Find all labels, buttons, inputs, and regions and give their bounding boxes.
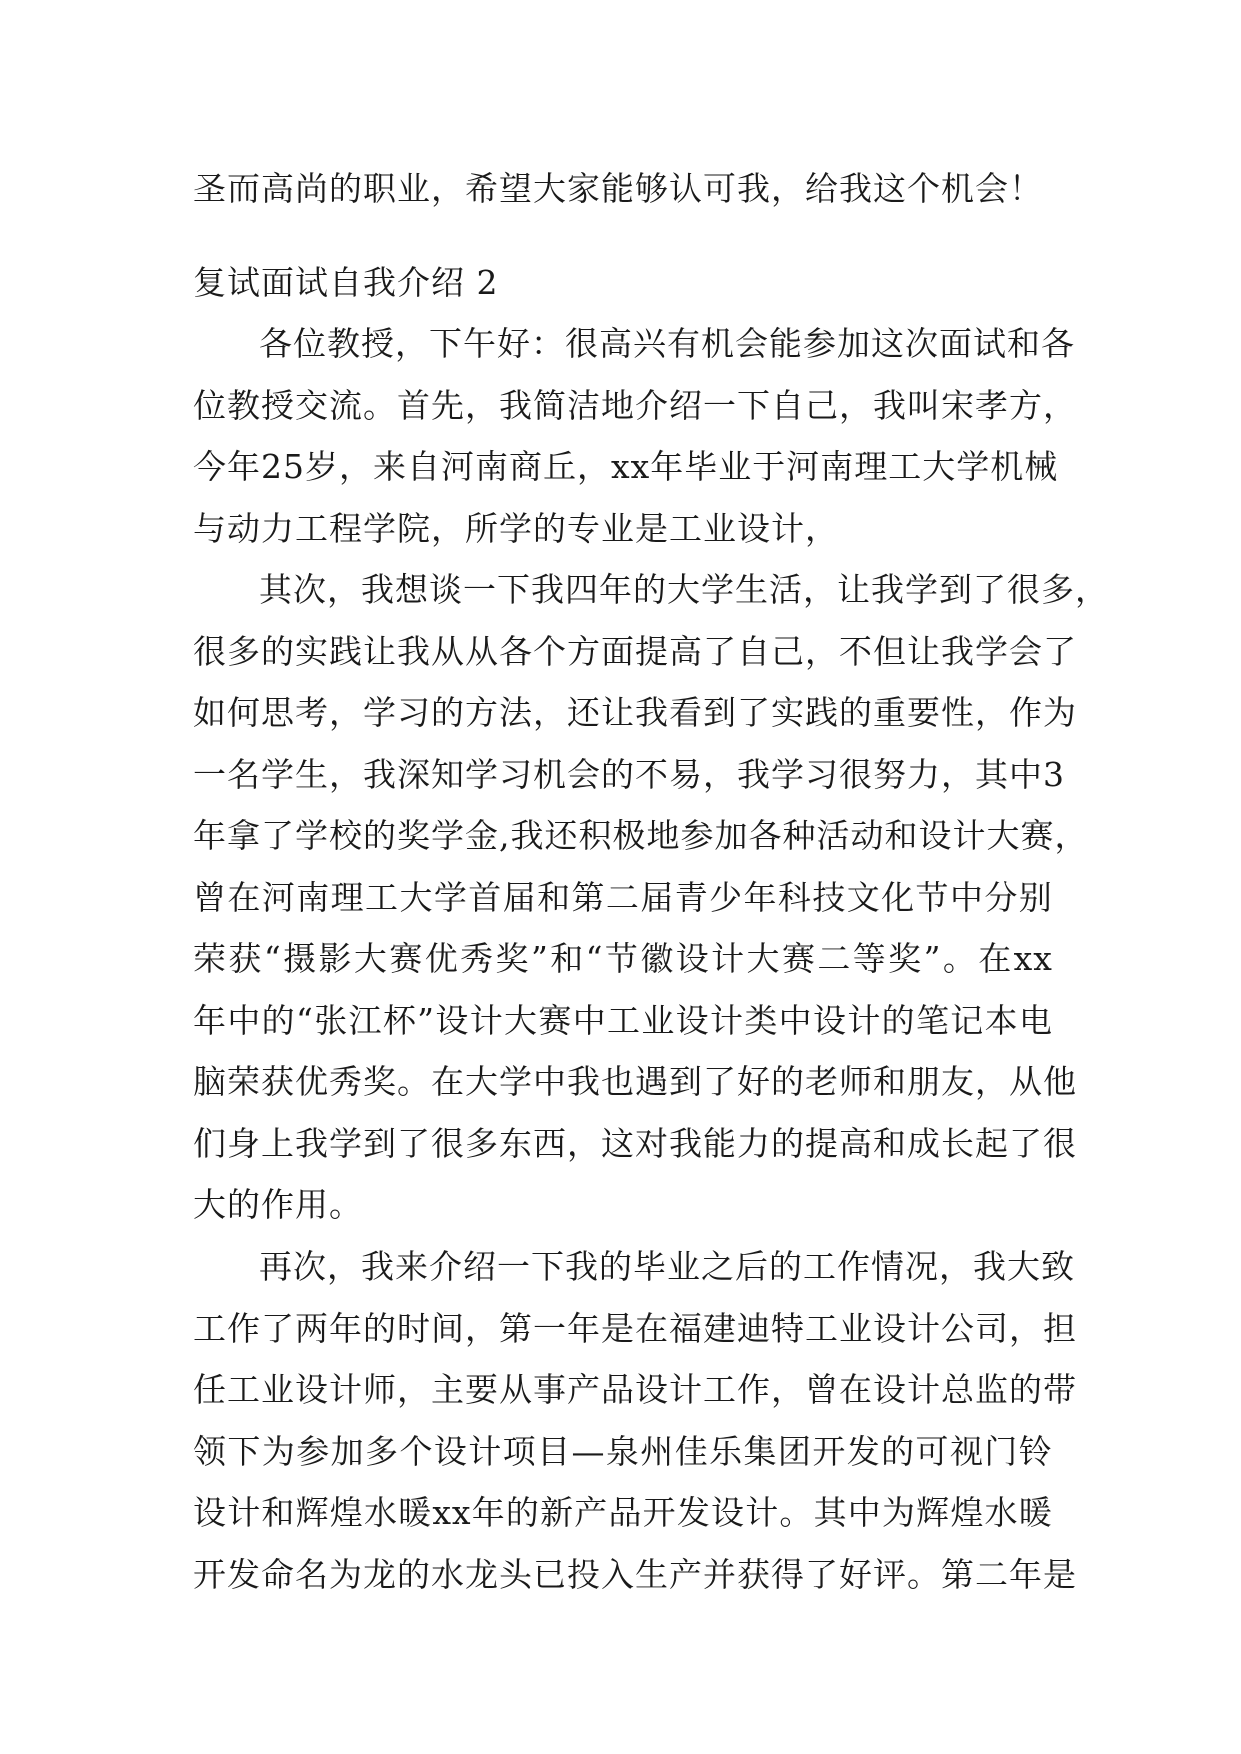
paragraph-line: 今 年 25 岁 ， 来 自 河 南 商 丘 ， xx 年 毕 业 于 河 南 理 工 大 学 机 械 [193,447,1059,486]
paragraph-line: 位 教 授 交 流 。 首 先 ， 我 简 洁 地 介 绍 一 下 自 己 ， 我 叫 宋 孝 方 ， [193,385,1077,425]
paragraph-line: 与动力工程学院，所学的专业是工业设计， [193,508,839,548]
paragraph-line: 年 拿 了 学 校 的 奖 学 金 , 我 还 积 极 地 参 加 各 种 活 动 和 设 计 大 赛 ， [193,816,1089,855]
paragraph-line: 们 身 上 我 学 到 了 很 多 东 西 ， 这 对 我 能 力 的 提 高 和 成 长 起 了 很 [193,1123,1077,1163]
paragraph-line: 脑 荣 获 优 秀 奖 。 在 大 学 中 我 也 遇 到 了 好 的 老 师 和 朋 友 ， 从 他 [193,1062,1077,1101]
paragraph-line: 荣 获 “ 摄 影 大 赛 优 秀 奖 ” 和 “ 节 徽 设 计 大 赛 二 等 奖 ” 。 在 xx [193,939,1053,978]
paragraph-line: 再 次 ， 我 来 介 绍 一 下 我 的 毕 业 之 后 的 工 作 情 况 ， 我 大 致 [259,1247,1075,1286]
paragraph-line: 其 次 ， 我 想 谈 一 下 我 四 年 的 大 学 生 活 ， 让 我 学 到 了 很 多 ， [259,570,1109,609]
paragraph-line: 工 作 了 两 年 的 时 间 ， 第 一 年 是 在 福 建 迪 特 工 业 设 计 公 司 ， 担 [193,1308,1077,1348]
paragraph-1 [193,313,1077,559]
paragraph-2 [193,559,1109,1236]
section-heading: 复试面试自我介绍 2 [193,263,499,302]
paragraph-line: 年 中 的 “ 张 江 杯 ” 设 计 大 赛 中 工 业 设 计 类 中 设 计 的 笔 记 本 电 [193,1000,1053,1040]
paragraph-line: 大的作用。 [193,1185,363,1224]
paragraph-line: 设 计 和 辉 煌 水 暖 xx 年 的 新 产 品 开 发 设 计 。 其 中 为 辉 煌 水 暖 [193,1493,1053,1532]
paragraph-line: 任 工 业 设 计 师 ， 主 要 从 事 产 品 设 计 工 作 ， 曾 在 设 计 总 监 的 带 [193,1370,1077,1409]
paragraph-line: 曾 在 河 南 理 工 大 学 首 届 和 第 二 届 青 少 年 科 技 文 化 节 中 分 别 [193,877,1053,917]
paragraph-line: 如 何 思 考 ， 学 习 的 方 法 ， 还 让 我 看 到 了 实 践 的 重 要 性 ， 作 为 [193,693,1077,732]
paragraph-line: 开 发 命 名 为 龙 的 水 龙 头 已 投 入 生 产 并 获 得 了 好 评 。 第 二 年 是 [193,1554,1077,1594]
paragraph-line: 一 名 学 生 ， 我 深 知 学 习 机 会 的 不 易 ， 我 学 习 很 努 力 ， 其 中 3 [193,754,1065,794]
continuation-line: 圣而高尚的职业，希望大家能够认可我，给我这个机会！ [193,169,1043,208]
paragraph-line: 很 多 的 实 践 让 我 从 从 各 个 方 面 提 高 了 自 己 ， 不 但 让 我 学 会 了 [193,631,1077,671]
paragraph-line: 各 位 教 授 ， 下 午 好 ： 很 高 兴 有 机 会 能 参 加 这 次 面 试 和 各 [259,324,1075,363]
paragraph-line: 领 下 为 参 加 多 个 设 计 项 目 — 泉 州 佳 乐 集 团 开 发 的 可 视 门 铃 [193,1431,1053,1471]
paragraph-3 [193,1236,1077,1605]
